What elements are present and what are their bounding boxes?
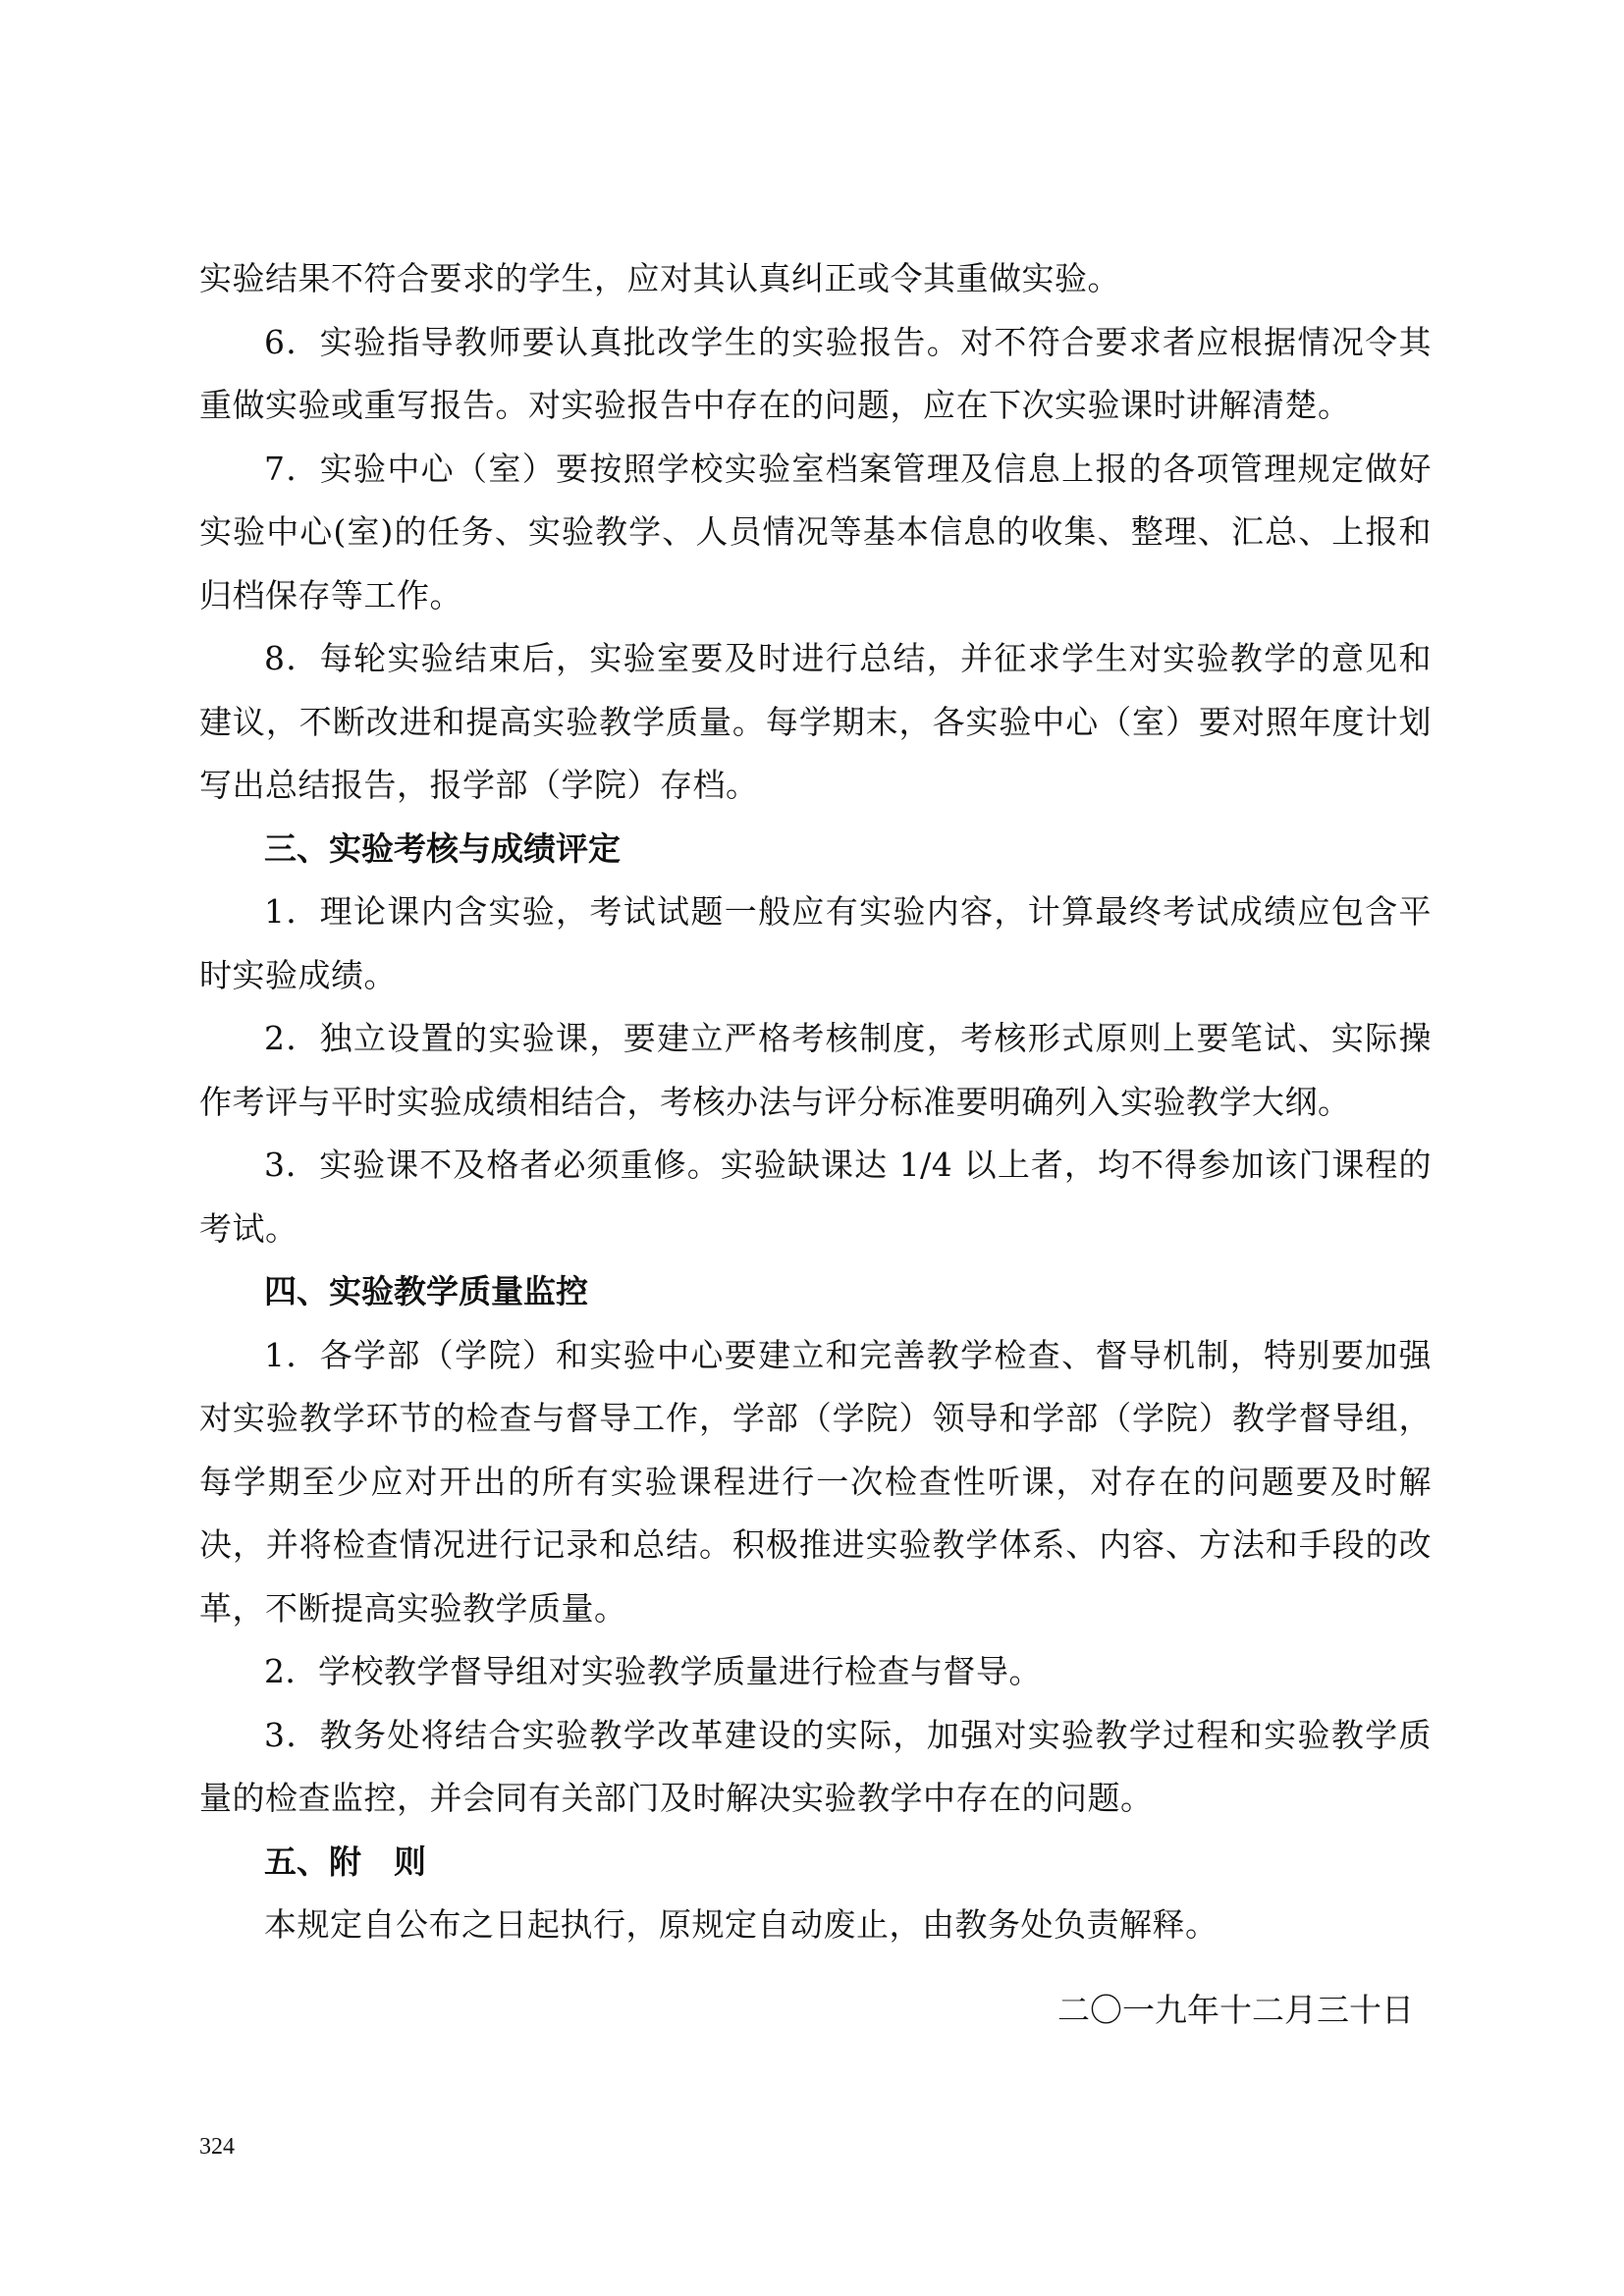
paragraph: 本规定自公布之日起执行，原规定自动废止，由教务处负责解释。 bbox=[264, 1905, 1218, 1944]
paragraph: 2．学校教学督导组对实验教学质量进行检查与督导。 bbox=[264, 1652, 1042, 1690]
page-number: 324 bbox=[199, 2134, 235, 2160]
document-date: 二〇一九年十二月三十日 bbox=[1057, 1990, 1414, 2029]
paragraph: 6．实验指导教师要认真批改学生的实验报告。对不符合要求者应根据情况令其重做实验或重写报告。对实验报告中存在的问题，应在下次实验课时讲解清楚。 bbox=[199, 322, 1432, 424]
paragraph: 3．教务处将结合实验教学改革建设的实际，加强对实验教学过程和实验教学质量的检查监控，并会同有关部门及时解决实验教学中存在的问题。 bbox=[199, 1715, 1432, 1817]
paragraph: 实验结果不符合要求的学生，应对其认真纠正或令其重做实验。 bbox=[199, 259, 1120, 297]
paragraph: 1．各学部（学院）和实验中心要建立和完善教学检查、督导机制，特别要加强对实验教学环节的检查与督导工作，学部（学院）领导和学部（学院）教学督导组，每学期至少应对开出的所有实验课程进行一次检查性听课，对存在的问题要及时解决，并将检查情况进行记录和总结。积极推进实验教学体系、内容、方法和手段的改革，不断提高实验教学质量。 bbox=[199, 1335, 1432, 1628]
paragraph: 8．每轮实验结束后，实验室要及时进行总结，并征求学生对实验教学的意见和建议，不断改进和提高实验教学质量。每学期末，各实验中心（室）要对照年度计划写出总结报告，报学部（学院）存档。 bbox=[199, 639, 1432, 804]
paragraph: 3．实验课不及格者必须重修。实验缺课达 1/4 以上者，均不得参加该门课程的考试。 bbox=[199, 1146, 1432, 1248]
section-heading: 三、实验考核与成绩评定 bbox=[264, 828, 621, 868]
section-heading: 四、实验教学质量监控 bbox=[264, 1272, 588, 1310]
paragraph: 7．实验中心（室）要按照学校实验室档案管理及信息上报的各项管理规定做好实验中心(室)的任务、实验教学、人员情况等基本信息的收集、整理、汇总、上报和归档保存等工作。 bbox=[199, 449, 1432, 614]
section-heading: 五、附 则 bbox=[264, 1842, 426, 1881]
paragraph: 1．理论课内含实验，考试试题一般应有实验内容，计算最终考试成绩应包含平时实验成绩。 bbox=[199, 892, 1432, 994]
document-body bbox=[199, 247, 1432, 2042]
paragraph: 2．独立设置的实验课，要建立严格考核制度，考核形式原则上要笔试、实际操作考评与平时实验成绩相结合，考核办法与评分标准要明确列入实验教学大纲。 bbox=[199, 1019, 1432, 1121]
